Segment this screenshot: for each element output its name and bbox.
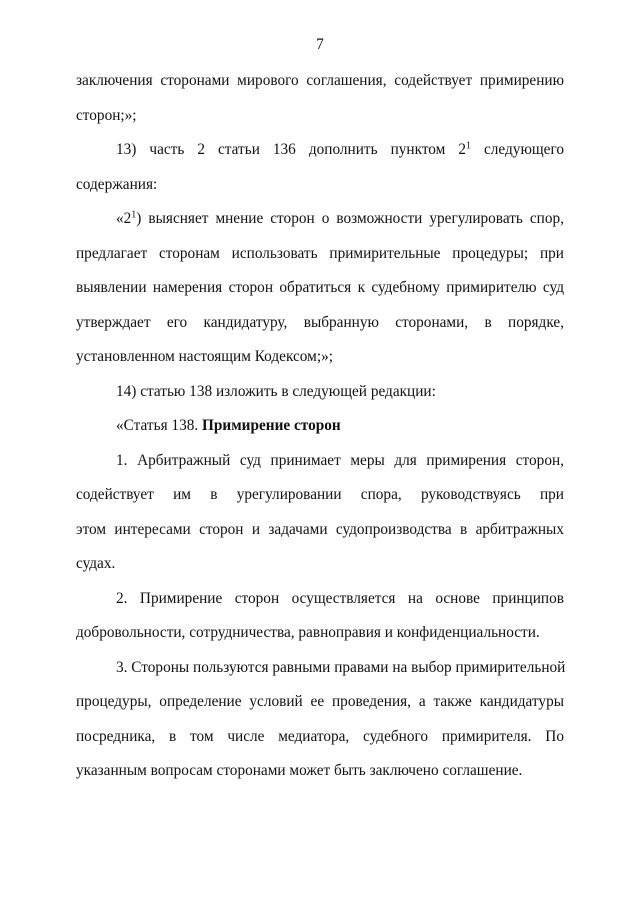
text-line [76,137,564,172]
page-number: 7 [316,36,324,53]
text-line: содействует им в урегулировании спора, руководствуясь при [76,486,564,503]
text-fragment: «2 [116,210,132,227]
text-line: этом интересами сторон и задачами судопроизводства в арбитражных [76,520,564,538]
text-line: указанным вопросам сторонами может быть заключено соглашение. [76,762,523,779]
text-line: 3. Стороны пользуются равными правами на выбор примирительной [116,658,566,676]
text-fragment: 13) часть 2 статьи 136 дополнить пунктом 2 [116,141,466,158]
text-line: сторон;»; [76,106,137,124]
text-line: установленном настоящим Кодексом;»; [76,348,333,365]
text-line: 14) статью 138 изложить в следующей редакции: [116,382,436,400]
superscript: 1 [466,140,471,152]
bold-heading-text: Примирение сторон [202,417,341,434]
text-line: содержания: [76,175,158,193]
text-line: процедуры, определение условий ее проведения, а также кандидатуры [76,693,564,710]
text-line [76,413,564,448]
text-line: заключения сторонами мирового соглашения, содействует примирению [76,72,564,89]
text-line: утверждает его кандидатуру, выбранную сторонами, в порядке, [76,313,564,331]
text-fragment: «Статья 138. [116,417,203,434]
text-fragment: следующего [471,141,564,158]
text-line: 1. Арбитражный суд принимает меры для примирения сторон, [116,451,564,469]
superscript: 1 [131,209,137,221]
document-body [76,68,564,793]
text-line: добровольности, сотрудничества, равноправия и конфиденциальности. [76,624,540,641]
text-line: предлагает сторонам использовать примирительные процедуры; при [76,244,564,262]
text-line [76,206,564,241]
text-fragment: ) выясняет мнение сторон о возможности урегулировать спор, [136,210,564,227]
text-line: судах. [76,555,116,572]
text-line: 2. Примирение сторон осуществляется на основе принципов [116,589,564,607]
text-line: выявлении намерения сторон обратиться к судебному примирителю суд [76,279,564,296]
text-line: посредника, в том числе медиатора, судебного примирителя. По [76,727,564,745]
